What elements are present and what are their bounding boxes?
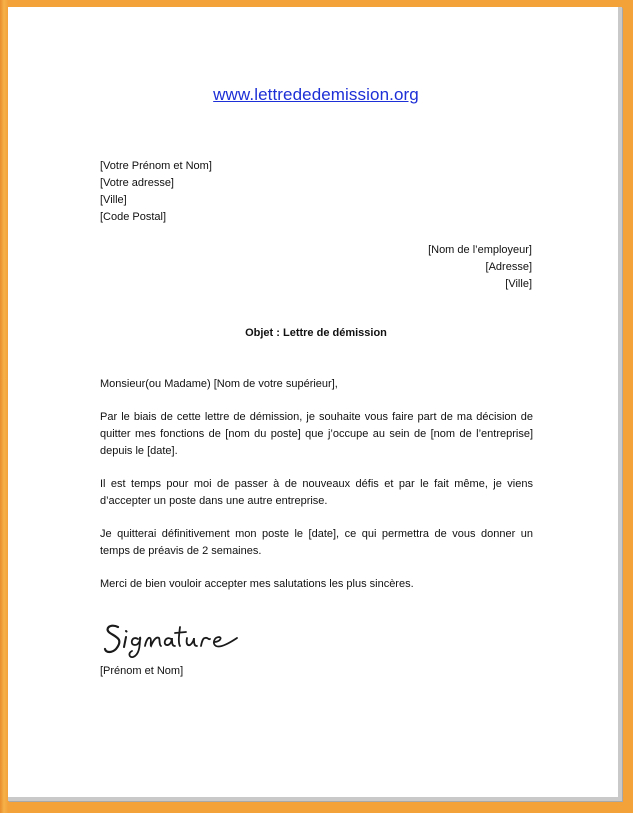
signer-name: [Prénom et Nom] [100, 665, 184, 677]
subject-line: Objet : Lettre de démission [245, 327, 387, 339]
sender-address: [Votre adresse] [100, 177, 174, 189]
handwritten-signature [102, 613, 242, 659]
sender-city: [Ville] [100, 194, 127, 206]
website-link[interactable]: www.lettrededemission.org [213, 85, 419, 104]
recipient-employer: [Nom de l’employeur] [428, 244, 532, 256]
body-paragraph-3: Je quitterai définitivement mon poste le [date], ce qui permettra de vous donner un temps de préavis de 2 semaines. [100, 528, 533, 557]
letter-page [8, 7, 622, 801]
body-paragraph-2: Il est temps pour moi de passer à de nouveaux défis et par le fait même, je viens d’accepter un poste dans une autre entreprise. [100, 478, 533, 507]
recipient-city: [Ville] [505, 278, 532, 290]
closing-line: Merci de bien vouloir accepter mes salutations les plus sincères. [100, 578, 414, 590]
sender-name: [Votre Prénom et Nom] [100, 160, 212, 172]
recipient-block [428, 242, 532, 293]
recipient-address: [Adresse] [485, 261, 532, 273]
letter-body [100, 376, 533, 609]
body-paragraph-1: Par le biais de cette lettre de démission, je souhaite vous faire part de ma décision de quitter mes fonctions de [nom du poste] que j’occupe au sein de [nom de l’entreprise] depuis le [date]. [100, 411, 533, 457]
salutation: Monsieur(ou Madame) [Nom de votre supérieur], [100, 378, 338, 390]
sender-block [100, 158, 212, 226]
sender-postal-code: [Code Postal] [100, 211, 167, 223]
